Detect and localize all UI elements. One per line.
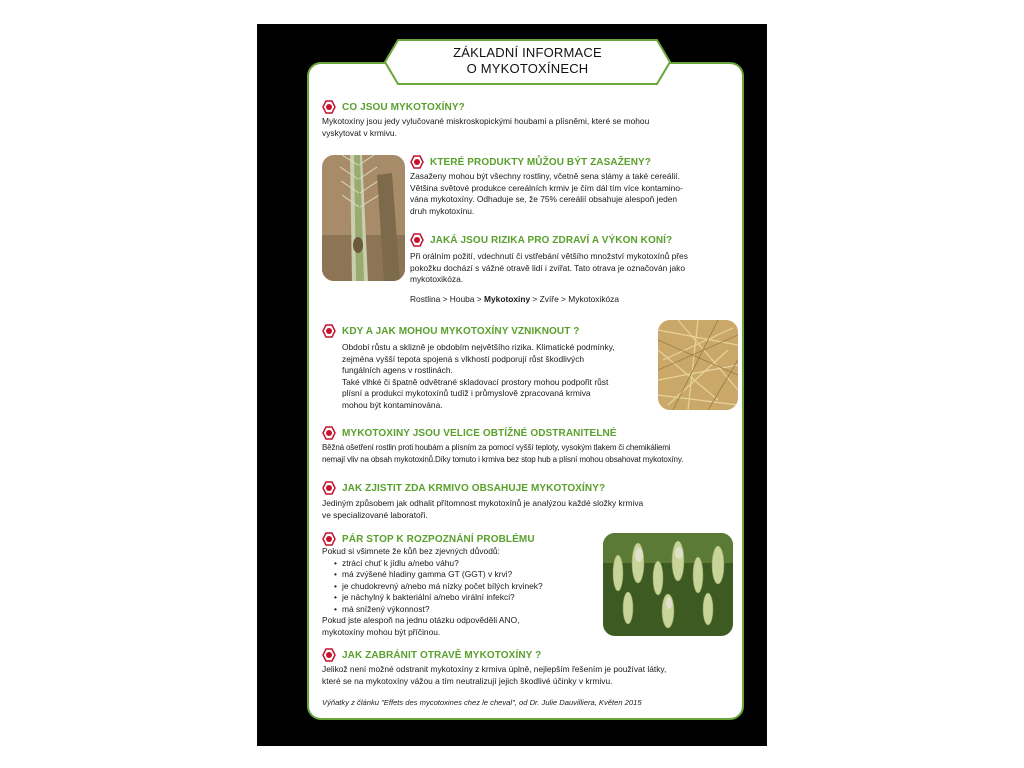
section-what-are-mycotoxins (322, 100, 649, 139)
hexagon-bullet-icon (322, 324, 336, 338)
paragraph-line: Mykotoxíny jsou jedy vylučované miskroskopickými houbami a plísněmi, které se mohou (322, 116, 650, 126)
list-item: • je chudokrevný a/nebo má nízky počet bílých krvinek? (322, 581, 543, 593)
paragraph-line: mohou být kontaminována. (342, 399, 443, 410)
paragraph-line: ve specializované laboratoři. (322, 509, 428, 520)
straw-photo (658, 320, 738, 410)
paragraph-line: nemají vliv na obsah mykotoxinů.Díky tomuto i krmiva bez stop hub a plísní mohou obsahovat mykotoxíny. (322, 454, 684, 464)
section-heading: PÁR STOP K ROZPOZNÁNÍ PROBLÉMU (342, 533, 535, 545)
paragraph-line: druh mykotoxínu. (410, 205, 475, 216)
paragraph-line: které se na mykotoxíny vážou a tím neutralizují jejich škodlivé účinky v krmivu. (322, 675, 613, 686)
chain-part: Rostlina > Houba > (410, 293, 485, 304)
section-affected-products (410, 155, 683, 217)
section-heading: JAKÁ JSOU RIZIKA PRO ZDRAVÍ A VÝKON KONÍ? (430, 234, 673, 246)
paragraph-line: fungálních agens v rostlinách. (342, 365, 453, 375)
paragraph-line: Také vlhké či špatně odvětrané skladovací prostory mohou podpořit růst (342, 376, 609, 387)
section-warning-signs (322, 532, 543, 638)
paragraph-line: vyskytovat v krmivu. (322, 127, 397, 138)
list-item: • je náchylný k bakteriální a/nebo virální infekci? (322, 592, 543, 604)
hexagon-bullet-icon (322, 481, 336, 495)
hexagon-bullet-icon (410, 155, 424, 169)
paragraph-line: Většina světové produkce cereálních krmiv je čím dál tím více kontamino- (410, 182, 683, 193)
paragraph-line: Pokud si všimnete že kůň bez zjevných důvodů: (322, 546, 500, 556)
wheat-field-photo (603, 533, 733, 636)
page-title (384, 45, 671, 77)
paragraph-line: zejména vyšší tepota spojená s vlkhostí podporují růst škodlivých (342, 353, 585, 364)
paragraph-line: Při orálním požití, vdechnutí či vstřebání většího množství mykotoxínů přes (410, 251, 688, 261)
paragraph-line: plísní a produkci mykotoxínů tudíž i průmyslově zpracovaná krmiva (342, 388, 591, 398)
source-footnote: Výňatky z článku "Effets des mycotoxines chez le cheval", od Dr. Julie Dauvilliera, Květen 2015 (322, 698, 642, 707)
section-when-and-how (322, 324, 615, 411)
symptom-list (322, 558, 543, 616)
hexagon-bullet-icon (410, 233, 424, 247)
list-item: • má snížený výkonnost? (322, 604, 543, 616)
chain-highlight: Mykotoxiny (484, 293, 531, 304)
title-banner (384, 39, 671, 85)
section-prevention (322, 648, 666, 687)
paragraph-line: Období růstu a sklizně je obdobím největšího rizika. Klimatické podmínky, (342, 342, 615, 352)
paragraph-line: Jediným způsobem jak odhalit přítomnost mykotoxínů je analýzou každé složky krmiva (322, 498, 644, 508)
title-line-2: O MYKOTOXÍNECH (466, 61, 589, 76)
paragraph-line: mykotoxikóza. (410, 274, 464, 284)
hexagon-bullet-icon (322, 426, 336, 440)
section-heading: CO JSOU MYKOTOXÍNY? (342, 101, 465, 113)
section-heading: MYKOTOXINY JSOU VELICE OBTÍŽNÉ ODSTRANITELNÉ (342, 427, 617, 439)
paragraph-line: mykotoxíny mohou být příčinou. (322, 626, 441, 637)
toxicity-chain (410, 294, 688, 304)
paragraph-line: Jelikož není možné odstranit mykotoxíny z krmiva úplně, nejlepším řešením je používat látky, (322, 664, 667, 674)
section-hard-to-remove (322, 426, 683, 465)
section-heading: KDY A JAK MOHOU MYKOTOXÍNY VZNIKNOUT ? (342, 325, 580, 337)
paragraph-line: Pokud jste alespoň na jednu otázku odpověděli ANO, (322, 615, 520, 625)
paragraph-line: vána mykotoxíny. Odhaduje se, že 75% cereálií obsahuje alespoň jeden (410, 194, 678, 204)
hexagon-bullet-icon (322, 100, 336, 114)
chain-part: > Zvíře > Mykotoxikóza (530, 293, 620, 304)
paragraph-line: Zasaženy mohou být všechny rostliny, včetně sena slámy a také cereálií. (410, 171, 680, 181)
title-line-1: ZÁKLADNÍ INFORMACE (453, 45, 602, 60)
paragraph-line: Běžná ošetření rostlin proti houbám a plísním za pomocí vyšší teploty, vysokým tlakem či chemikáliemi (322, 443, 671, 452)
section-heading: JAK ZJISTIT ZDA KRMIVO OBSAHUJE MYKOTOXÍNY? (342, 482, 606, 494)
list-item: • má zvýšené hladiny gamma GT (GGT) v krvi? (322, 569, 543, 581)
section-heading: JAK ZABRÁNIT OTRAVĚ MYKOTOXÍNY ? (342, 649, 542, 661)
paragraph-line: pokožku dochází s vážné otravě lidí i zvířat. Tato otrava je označován jako (410, 262, 685, 273)
wheat-ear-photo (322, 155, 405, 281)
section-heading: KTERÉ PRODUKTY MŮŽOU BÝT ZASAŽENY? (430, 156, 651, 168)
list-item: • ztrácí chuť k jídlu a/nebo váhu? (322, 558, 543, 570)
section-health-risks (410, 233, 688, 304)
hexagon-bullet-icon (322, 532, 336, 546)
hexagon-bullet-icon (322, 648, 336, 662)
section-how-to-detect (322, 481, 643, 521)
